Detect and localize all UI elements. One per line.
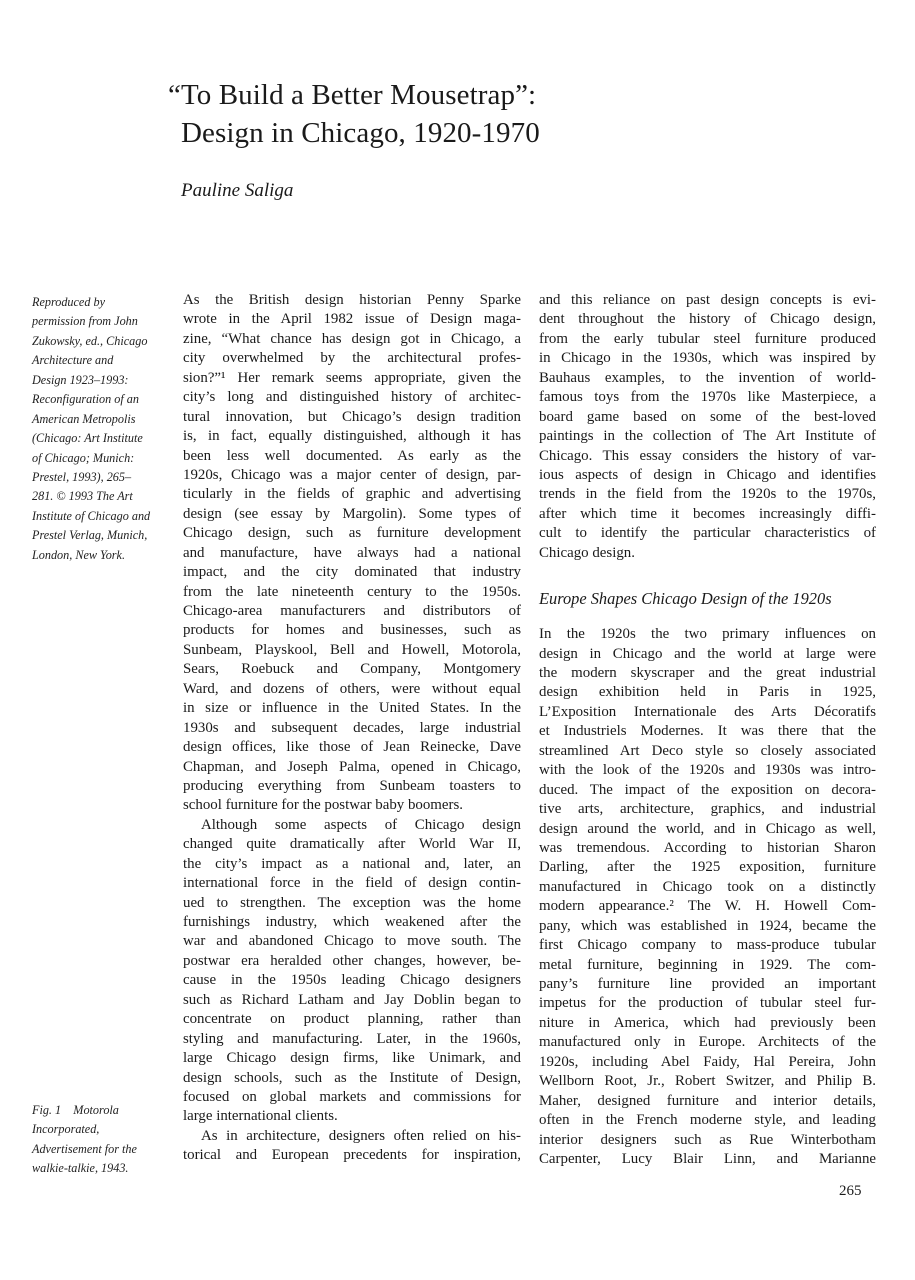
body-line: the modern skyscraper and the great industrial (539, 665, 876, 681)
caption-line: Incorporated, (32, 1122, 100, 1137)
body-line: Maher, designed furniture and interior details, (539, 1092, 876, 1109)
body-line: school furniture for the postwar baby boomers. (183, 797, 463, 814)
credit-line: Zukowsky, ed., Chicago (32, 333, 148, 348)
author-byline: Pauline Saliga (181, 180, 294, 201)
body-line: city overwhelmed by the architectural profes- (183, 350, 521, 367)
body-line: is, in fact, equally distinguished, although it has (183, 428, 521, 445)
body-line: been less well documented. As early as the (183, 447, 521, 464)
body-line: war and abandoned Chicago to move south. The (183, 933, 521, 950)
credit-line: Architecture and (32, 353, 114, 368)
body-line: As the British design historian Penny Sparke (183, 292, 521, 308)
body-line: large Chicago design firms, like Unimark, and (183, 1050, 521, 1067)
body-line: after which time it becomes increasingly diffi- (539, 505, 876, 522)
body-line: Chicago design. (539, 544, 635, 561)
body-line: Although some aspects of Chicago design (201, 816, 521, 833)
credit-line: Institute of Chicago and (32, 508, 151, 523)
body-line: Sears, Roebuck and Company, Montgomery (183, 661, 521, 678)
body-line: and this reliance on past design concepts is evi- (539, 292, 876, 308)
caption-line: walkie-talkie, 1943. (32, 1161, 129, 1176)
body-line: in Chicago in the 1930s, which was inspired by (539, 350, 876, 367)
body-line: changed quite dramatically after World War II, (183, 836, 521, 853)
body-line: dent throughout the history of Chicago design, (539, 311, 876, 328)
body-line: often in the French moderne style, and leading (539, 1112, 876, 1129)
body-line: concentrate on product planning, rather than (183, 1011, 521, 1028)
body-line: L’Exposition Internationale des Arts Décoratifs (539, 703, 876, 720)
body-line: design around the world, and in Chicago as well, (539, 820, 876, 837)
body-line: Bauhaus examples, to the invention of world- (539, 369, 876, 386)
reproduction-credit-note (32, 294, 172, 566)
body-line: products for homes and businesses, such as (183, 622, 521, 639)
credit-line: Reproduced by (32, 295, 105, 309)
body-line: Chicago. This essay considers the history of var- (539, 447, 876, 464)
body-line: metal furniture, beginning in 1929. The com- (539, 956, 876, 973)
caption-line: Fig. 1 Motorola (32, 1103, 119, 1117)
credit-line: permission from John (32, 314, 138, 329)
body-line: cult to identify the particular characteristics of (539, 525, 876, 542)
section-heading: Europe Shapes Chicago Design of the 1920s (539, 589, 832, 609)
body-line: niture in America, which had previously been (539, 1014, 876, 1031)
body-line: ious aspects of design in Chicago and identifies (539, 466, 876, 483)
body-line: Chicago design, such as furniture development (183, 525, 521, 542)
body-line: furnishings industry, which weakened after the (183, 914, 521, 930)
body-line: As in architecture, designers often relied on his- (201, 1127, 521, 1144)
body-line: tural innovation, but Chicago’s design tradition (183, 408, 521, 425)
credit-line: Prestel, 1993), 265– (32, 469, 132, 484)
credit-line: Design 1923–1993: (32, 372, 129, 387)
body-line: city’s long and distinguished history of architec- (183, 389, 521, 406)
caption-line: Advertisement for the (32, 1141, 137, 1156)
body-line: duced. The impact of the exposition on decora- (539, 781, 876, 798)
body-line: Ward, and dozens of others, were without equal (183, 680, 521, 697)
body-line: Wellborn Root, Jr., Robert Switzer, and Philip B. (539, 1073, 876, 1090)
body-line: design in Chicago and the world at large were (539, 645, 876, 662)
body-line: famous toys from the 1970s like Masterpiece, a (539, 389, 876, 406)
body-line: large international clients. (183, 1108, 338, 1125)
body-line: paintings in the collection of The Art Institute of (539, 428, 876, 445)
intro-continuation (539, 291, 876, 563)
body-line: 1920s, Chicago was a major center of design, par- (183, 466, 521, 483)
body-line: interior designers such as Rue Winterbotham (539, 1131, 876, 1148)
credit-line: (Chicago: Art Institute (32, 431, 143, 446)
body-column-right (539, 291, 876, 1169)
credit-line: London, New York. (32, 547, 126, 562)
body-line: et Industriels Modernes. It was there that the (539, 723, 876, 740)
body-line: design schools, such as the Institute of Design, (183, 1069, 521, 1086)
body-line: 1930s and subsequent decades, large industrial (183, 719, 521, 736)
body-line: the city’s impact as a national and, later, an (183, 855, 521, 872)
body-line: 1920s, including Abel Faidy, Hal Pereira, John (539, 1053, 876, 1070)
body-line: in size or influence in the United States. In the (183, 700, 521, 717)
body-line: modern appearance.² The W. H. Howell Com- (539, 898, 876, 915)
page-number: 265 (839, 1183, 862, 1199)
section-body (539, 625, 876, 1169)
body-line: was tremendous. According to historian Sharon (539, 839, 876, 856)
body-line: Carpenter, Lucy Blair Linn, and Marianne (539, 1150, 876, 1167)
body-line: ticularly in the fields of graphic and advertising (183, 486, 521, 503)
title-line-1: “To Build a Better Mousetrap”: (168, 79, 537, 111)
credit-line: American Metropolis (32, 411, 136, 426)
body-line: In the 1920s the two primary influences on (539, 626, 876, 643)
body-line: manufactured in Chicago took on a distinctly (539, 878, 876, 895)
body-line: tive arts, architecture, graphics, and industrial (539, 801, 876, 818)
body-line: postwar era heralded other changes, however, be- (183, 952, 521, 969)
body-line: with the look of the 1920s and 1930s was intro- (539, 762, 876, 779)
body-line: impact, and the city dominated that industry (183, 564, 521, 581)
credit-line: Prestel Verlag, Munich, (32, 528, 148, 543)
credit-line: of Chicago; Munich: (32, 450, 135, 465)
body-line: Chicago-area manufacturers and distributors of (183, 603, 521, 619)
credit-line: Reconfiguration of an (32, 392, 139, 407)
body-line: zine, “What chance has design got in Chicago, a (183, 330, 521, 347)
body-line: board game based on some of the best-loved (539, 408, 876, 425)
body-line: manufactured only in Europe. Architects of the (539, 1034, 876, 1051)
body-line: styling and manufacturing. Later, in the 1960s, (183, 1030, 521, 1047)
body-line: trends in the field from the 1920s to the 1970s, (539, 486, 876, 503)
body-line: impetus for the production of tubular steel fur- (539, 995, 876, 1012)
body-line: streamlined Art Deco style so closely associated (539, 742, 876, 759)
body-line: wrote in the April 1982 issue of Design maga- (183, 311, 521, 328)
body-line: focused on global markets and commissions for (183, 1088, 521, 1105)
body-line: and manufacture, have always had a national (183, 544, 521, 561)
article-title (168, 76, 728, 152)
body-line: producing everything from Sunbeam toasters to (183, 777, 521, 794)
body-column-left (183, 291, 521, 1166)
body-line: pany, which was established in 1924, became the (539, 917, 876, 934)
body-line: sion?”¹ Her remark seems appropriate, given the (183, 369, 521, 386)
body-line: torical and European precedents for inspiration, (183, 1147, 521, 1164)
body-line: Sunbeam, Playskool, Bell and Howell, Motorola, (183, 641, 521, 658)
body-line: pany’s furniture line provided an important (539, 976, 876, 992)
body-line: from the late nineteenth century to the 1950s. (183, 583, 521, 600)
body-line: Chapman, and Joseph Palma, opened in Chicago, (183, 758, 521, 775)
body-line: from the early tubular steel furniture produced (539, 330, 876, 347)
body-line: design offices, like those of Jean Reinecke, Dave (183, 739, 521, 756)
body-line: first Chicago company to mass-produce tubular (539, 937, 876, 954)
body-line: design (see essay by Margolin). Some types of (183, 505, 521, 522)
figure-caption (32, 1102, 172, 1180)
body-line: such as Richard Latham and Jay Doblin began to (183, 991, 521, 1008)
title-line-2: Design in Chicago, 1920-1970 (181, 117, 540, 149)
body-line: international force in the field of design contin- (183, 875, 521, 892)
body-line: ued to strengthen. The exception was the home (183, 894, 521, 911)
body-line: design exhibition held in Paris in 1925, (539, 684, 876, 701)
body-line: Darling, after the 1925 exposition, furniture (539, 859, 876, 876)
body-line: cause in the 1950s leading Chicago designers (183, 972, 521, 989)
credit-line: 281. © 1993 The Art (32, 489, 133, 504)
